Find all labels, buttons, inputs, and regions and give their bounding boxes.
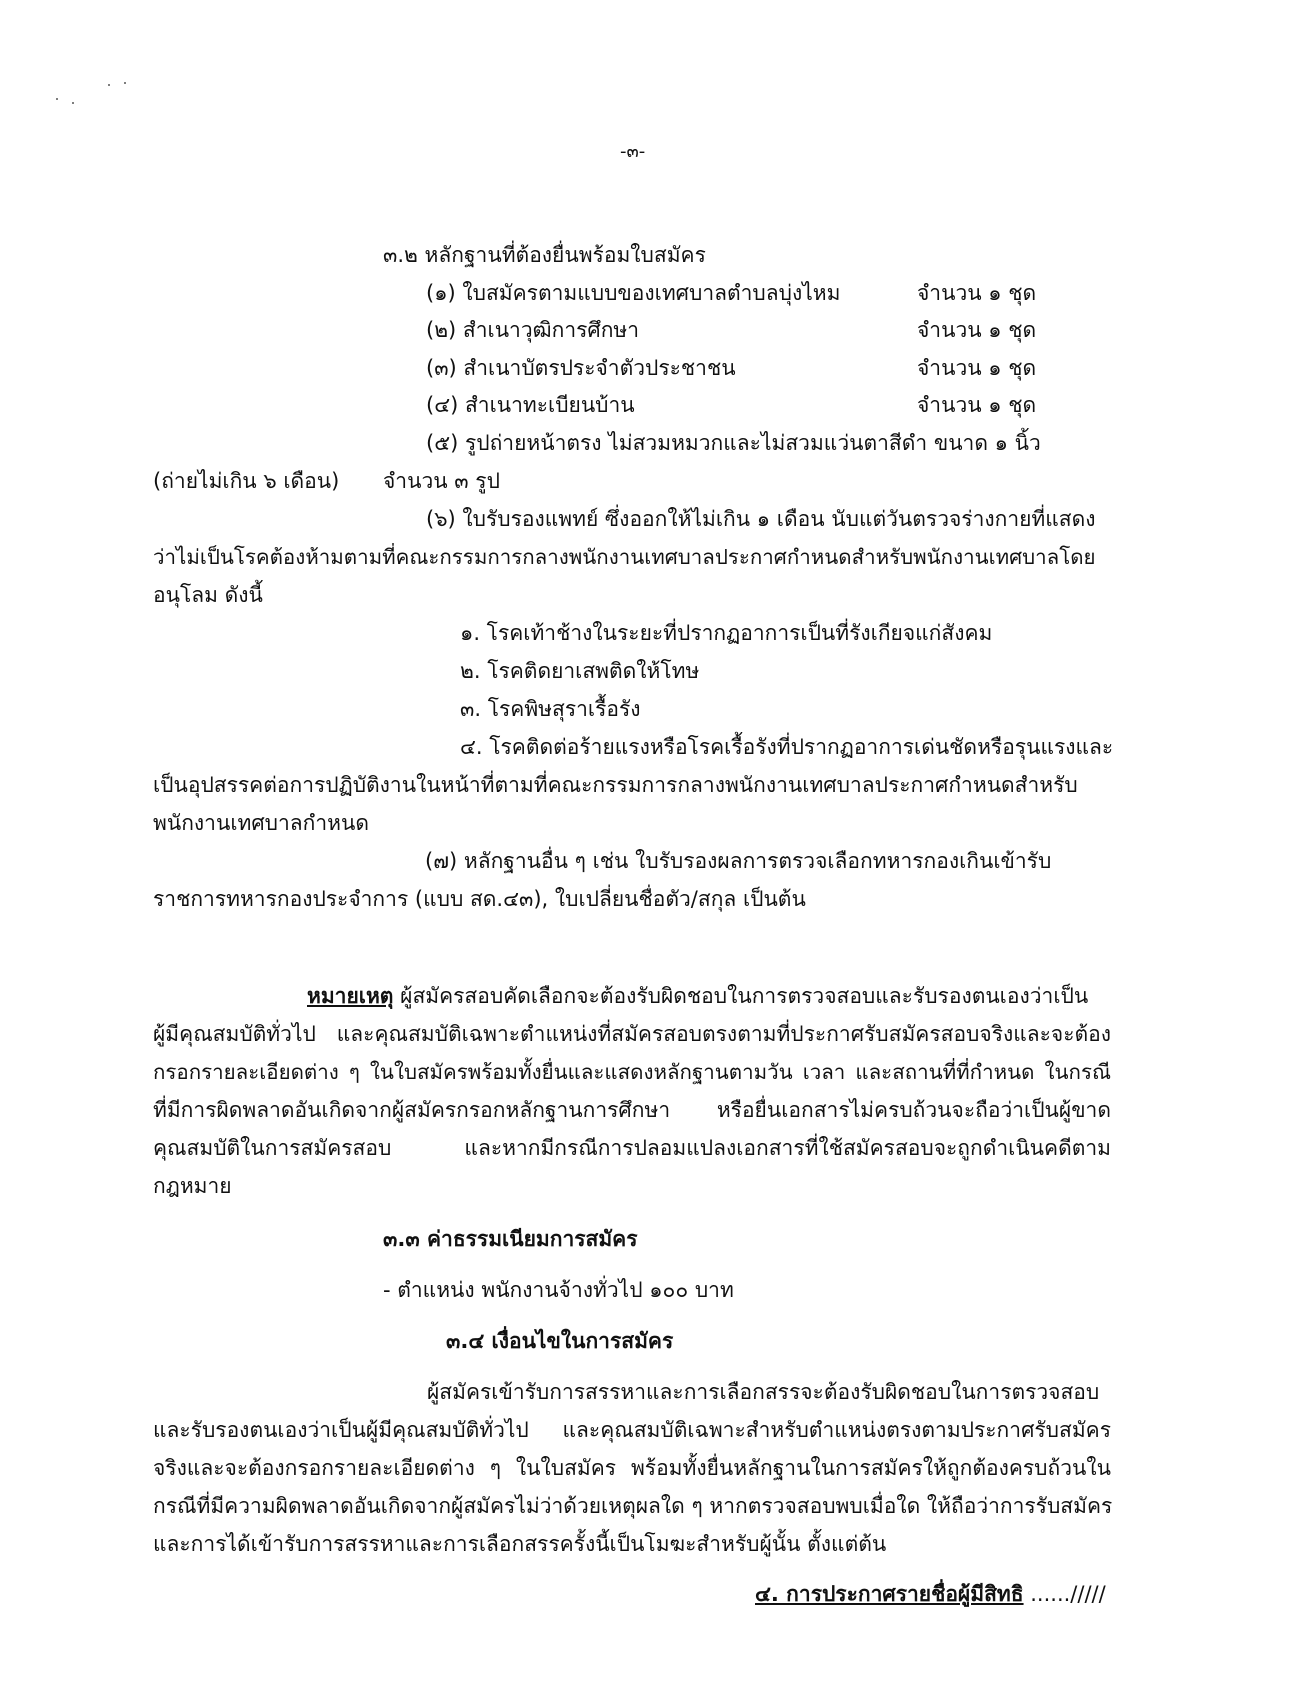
document-list-item-5-line-2b: จำนวน ๓ รูป	[383, 469, 500, 493]
document-list-item-5-line-2a: (ถ่ายไม่เกิน ๖ เดือน)	[153, 469, 340, 493]
document-list-item-3-qty: จำนวน ๑ ชุด	[917, 356, 1037, 380]
next-section-reference	[755, 1584, 1106, 1605]
document-list-item-2-qty: จำนวน ๑ ชุด	[917, 318, 1037, 342]
conditions-line-3: จริงและจะต้องกรอกรายละเอียดต่าง ๆ ในใบสมัคร พร้อมทั้งยื่นหลักฐานในการสมัครให้ถูกต้องครบถ้วนใน	[153, 1456, 1111, 1480]
continuation-mark: ....../////	[1030, 1582, 1106, 1606]
document-list-item-6-line-1: (๖) ใบรับรองแพทย์ ซึ่งออกให้ไม่เกิน ๑ เดือน นับแต่วันตรวจร่างกายที่แสดง	[426, 507, 1096, 531]
document-list-item-7-line-1: (๗) หลักฐานอื่น ๆ เช่น ใบรับรองผลการตรวจเลือกทหารกองเกินเข้ารับ	[425, 849, 1052, 873]
remark-line-3: กรอกรายละเอียดต่าง ๆ ในใบสมัครพร้อมทั้งยื่นและแสดงหลักฐานตามวัน เวลา และสถานที่ที่กำหนด ในกรณี	[153, 1060, 1111, 1084]
disease-item-4-line-2: เป็นอุปสรรคต่อการปฏิบัติงานในหน้าที่ตามที่คณะกรรมการกลางพนักงานเทศบาลประกาศกำหนดสำหรับ	[153, 773, 1078, 797]
document-list-item-6-line-2: ว่าไม่เป็นโรคต้องห้ามตามที่คณะกรรมการกลางพนักงานเทศบาลประกาศกำหนดสำหรับพนักงานเทศบาลโดย	[153, 545, 1096, 569]
document-list-item-1: (๑) ใบสมัครตามแบบของเทศบาลตำบลบุ่งไหม	[426, 281, 841, 305]
conditions-line-1: ผู้สมัครเข้ารับการสรรหาและการเลือกสรรจะต้องรับผิดชอบในการตรวจสอบ	[427, 1380, 1100, 1404]
section-3-3-heading: ๓.๓ ค่าธรรมเนียมการสมัคร	[383, 1227, 638, 1251]
document-list-item-7-line-2: ราชการทหารกองประจำการ (แบบ สด.๔๓), ใบเปลี่ยนชื่อตัว/สกุล เป็นต้น	[153, 887, 806, 911]
remark-line-6: กฎหมาย	[153, 1174, 232, 1198]
remark-line-1	[307, 986, 1088, 1007]
scan-speck	[56, 98, 58, 100]
disease-item-3: ๓. โรคพิษสุราเรื้อรัง	[460, 697, 641, 721]
disease-item-2: ๒. โรคติดยาเสพติดให้โทษ	[460, 659, 700, 683]
remark-text: ผู้สมัครสอบคัดเลือกจะต้องรับผิดชอบในการตรวจสอบและรับรองตนเองว่าเป็น	[400, 984, 1089, 1008]
disease-item-4-line-3: พนักงานเทศบาลกำหนด	[153, 811, 369, 835]
document-list-item-4: (๔) สำเนาทะเบียนบ้าน	[426, 393, 635, 417]
document-list-item-1-qty: จำนวน ๑ ชุด	[917, 281, 1037, 305]
next-section-title: ๔. การประกาศรายชื่อผู้มีสิทธิ	[755, 1582, 1024, 1606]
document-list-item-3: (๓) สำเนาบัตรประจำตัวประชาชน	[426, 356, 736, 380]
remark-line-5: คุณสมบัติในการสมัครสอบ และหากมีกรณีการปลอมแปลงเอกสารที่ใช้สมัครสอบจะถูกดำเนินคดีตาม	[153, 1136, 1111, 1160]
scan-speck	[124, 82, 126, 84]
section-3-2-heading: ๓.๒ หลักฐานที่ต้องยื่นพร้อมใบสมัคร	[383, 243, 706, 267]
page-number: -๓-	[620, 141, 646, 162]
document-list-item-4-qty: จำนวน ๑ ชุด	[917, 393, 1037, 417]
document-list-item-5-line-1: (๕) รูปถ่ายหน้าตรง ไม่สวมหมวกและไม่สวมแว่นตาสีดำ ขนาด ๑ นิ้ว	[426, 431, 1041, 455]
document-list-item-6-line-3: อนุโลม ดังนี้	[153, 583, 263, 607]
disease-item-1: ๑. โรคเท้าช้างในระยะที่ปรากฏอาการเป็นที่รังเกียจแก่สังคม	[460, 621, 993, 645]
section-3-4-heading: ๓.๔ เงื่อนไขในการสมัคร	[446, 1329, 674, 1353]
conditions-line-5: และการได้เข้ารับการสรรหาและการเลือกสรรครั้งนี้เป็นโมฆะสำหรับผู้นั้น ตั้งแต่ต้น	[153, 1532, 887, 1556]
application-fee: - ตำแหน่ง พนักงานจ้างทั่วไป ๑๐๐ บาท	[383, 1278, 734, 1302]
disease-item-4: ๔. โรคติดต่อร้ายแรงหรือโรคเรื้อรังที่ปรากฏอาการเด่นชัดหรือรุนแรงและ	[460, 735, 1114, 759]
scan-speck	[72, 102, 74, 104]
scan-speck	[108, 84, 110, 86]
remark-line-2: ผู้มีคุณสมบัติทั่วไป และคุณสมบัติเฉพาะตำแหน่งที่สมัครสอบตรงตามที่ประกาศรับสมัครสอบจริงและจะต้อง	[153, 1022, 1111, 1046]
conditions-line-4: กรณีที่มีความผิดพลาดอันเกิดจากผู้สมัครไม่ว่าด้วยเหตุผลใด ๆ หากตรวจสอบพบเมื่อใด ให้ถือว่าการรับสมัคร	[153, 1494, 1113, 1518]
document-list-item-2: (๒) สำเนาวุฒิการศึกษา	[426, 318, 640, 342]
remark-line-4: ที่มีการผิดพลาดอันเกิดจากผู้สมัครกรอกหลักฐานการศึกษา หรือยื่นเอกสารไม่ครบถ้วนจะถือว่าเป็นผู้ขาด	[153, 1098, 1111, 1122]
remark-label: หมายเหตุ	[307, 984, 394, 1008]
conditions-line-2: และรับรองตนเองว่าเป็นผู้มีคุณสมบัติทั่วไป และคุณสมบัติเฉพาะสำหรับตำแหน่งตรงตามประกาศรับสมัคร	[153, 1418, 1111, 1442]
